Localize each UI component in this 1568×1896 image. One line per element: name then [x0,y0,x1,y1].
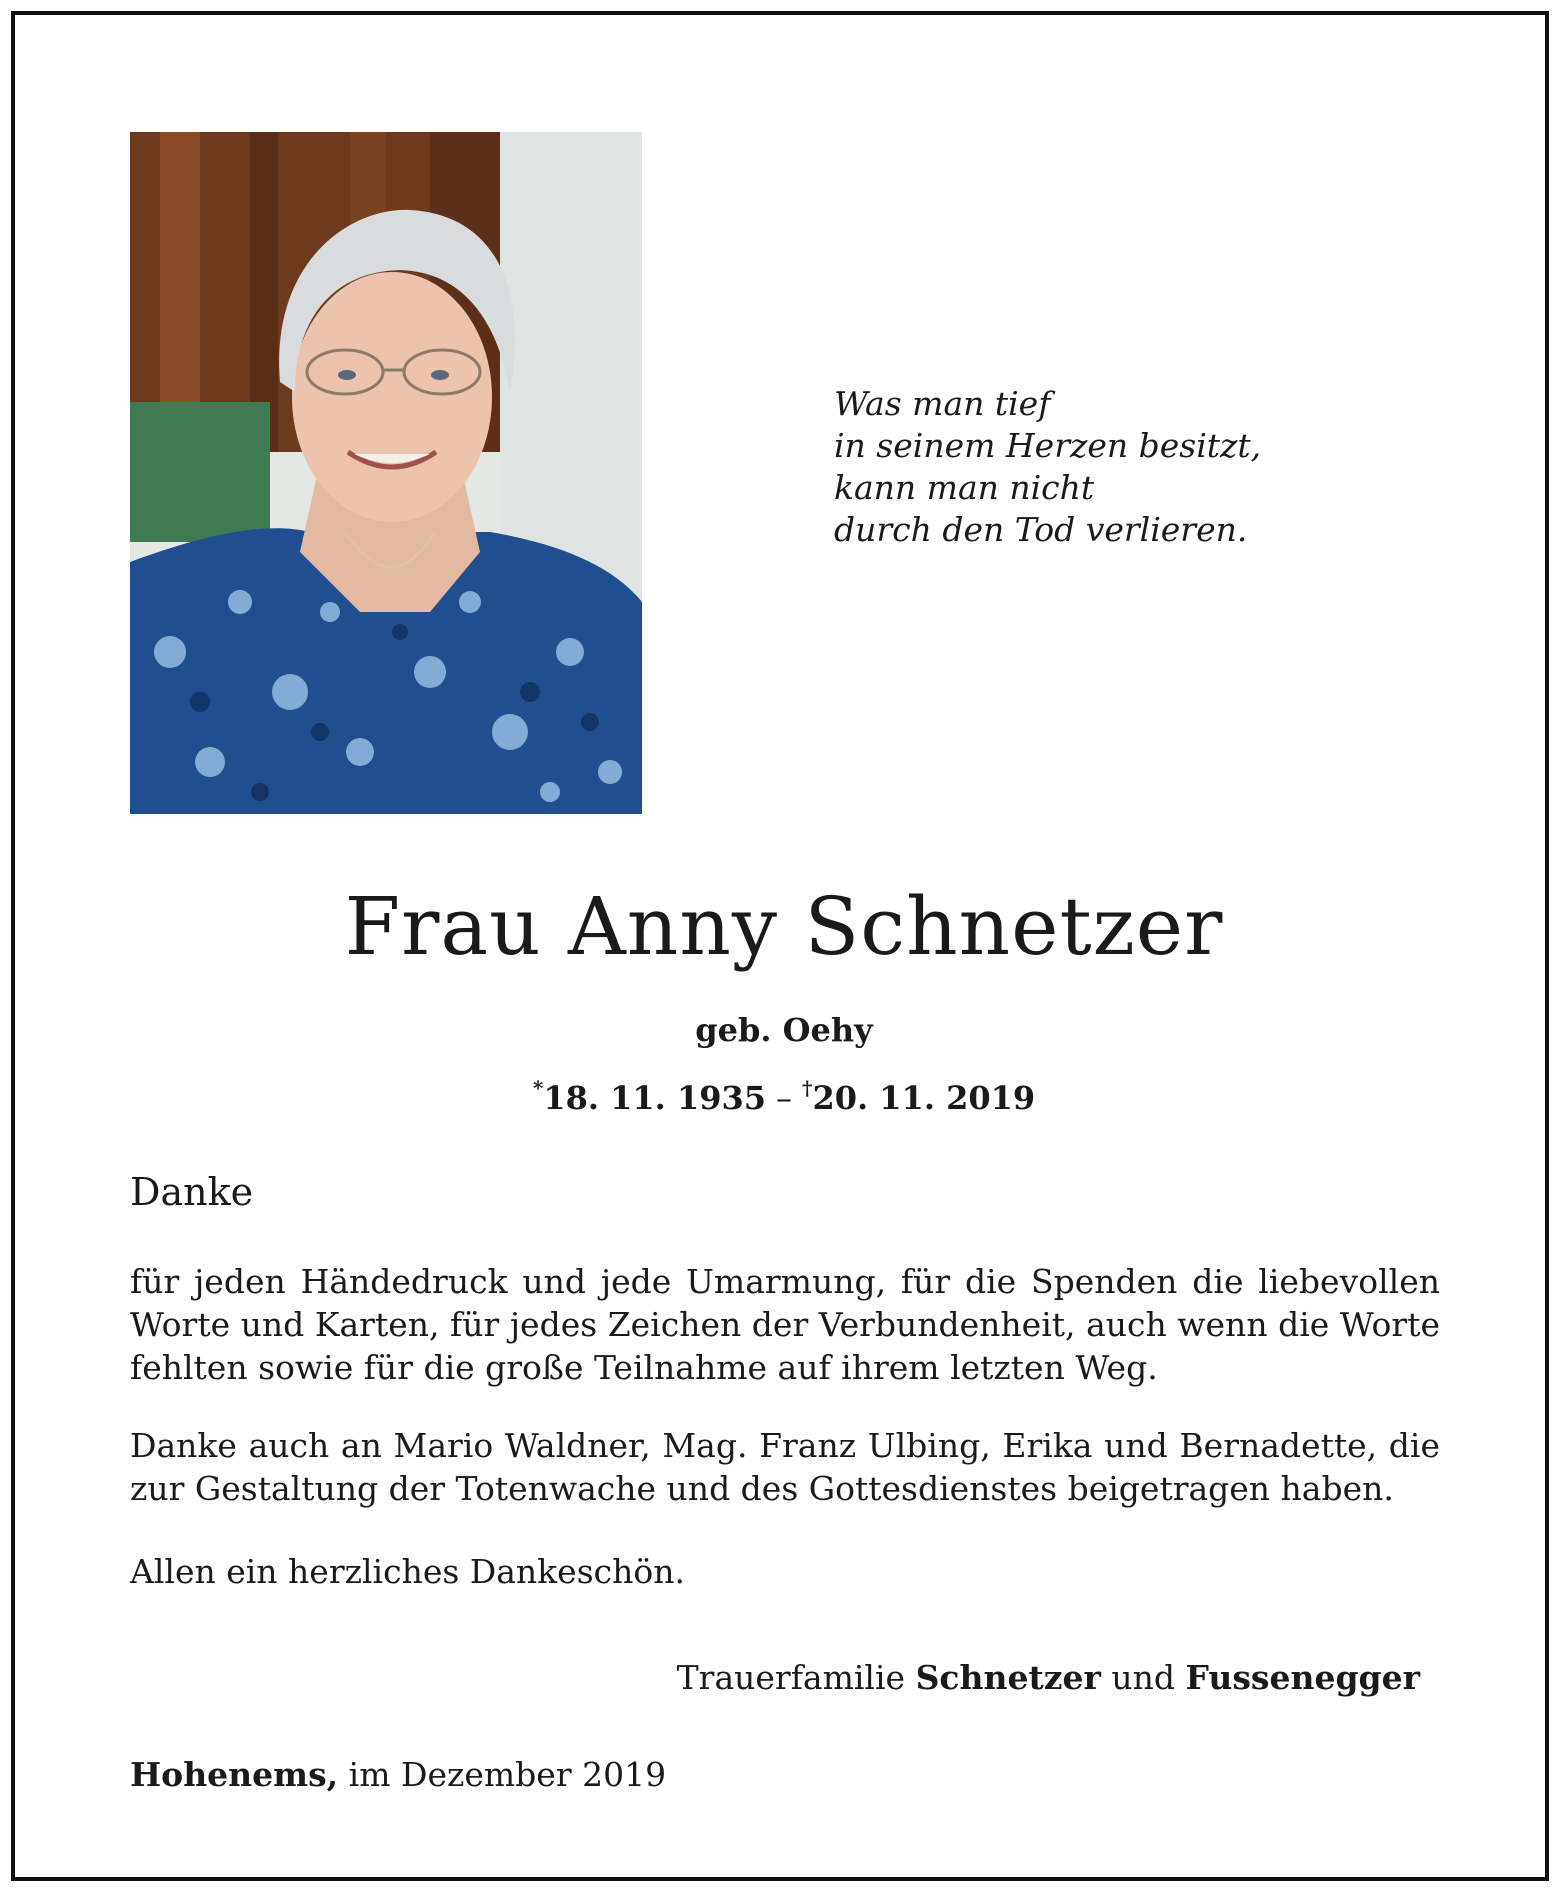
thanks-paragraph: Allen ein herzliches Dankeschön. [130,1552,685,1591]
notice-date: im Dezember 2019 [348,1755,667,1794]
deceased-name: Frau Anny Schnetzer [344,880,1224,973]
family-name: Schnetzer [915,1658,1101,1697]
death-symbol: † [802,1076,813,1100]
birth-symbol: * [532,1076,544,1100]
memorial-quote [834,383,1394,551]
date-separator: – [776,1079,792,1117]
family-signature [677,1653,1420,1703]
thanks-heading: Danke [130,1170,254,1214]
thanks-paragraph: Danke auch an Mario Waldner, Mag. Franz Ulbing, Erika und Bernadette, die zur Gestaltung der Totenwache und des Gottesdienstes beigetragen haben. [130,1426,1440,1508]
signature-conjunction: und [1111,1658,1175,1697]
maiden-name: geb. Oehy [695,1011,873,1049]
family-name: Fussenegger [1185,1658,1420,1697]
place-name: Hohenems, [130,1755,339,1794]
thanks-paragraph: für jeden Händedruck und jede Umarmung, für die Spenden die liebevollen Worte und Karten, für jedes Zeichen der Verbundenheit, auch wenn die Worte fehlten sowie für die große Teilnahme auf ihrem letzten Weg. [130,1262,1440,1387]
birth-date: 18. 11. 1935 [543,1079,766,1117]
signature-prefix: Trauerfamilie [676,1658,906,1697]
quote-line: Was man tief [834,384,1051,423]
quote-line: kann man nicht [834,468,1095,507]
quote-line: in seinem Herzen besitzt, [834,426,1262,465]
place-date [130,1750,666,1800]
quote-line: durch den Tod verlieren. [834,510,1248,549]
life-dates [0,1073,1568,1123]
death-date: 20. 11. 2019 [812,1079,1036,1117]
portrait-photo [130,132,642,814]
